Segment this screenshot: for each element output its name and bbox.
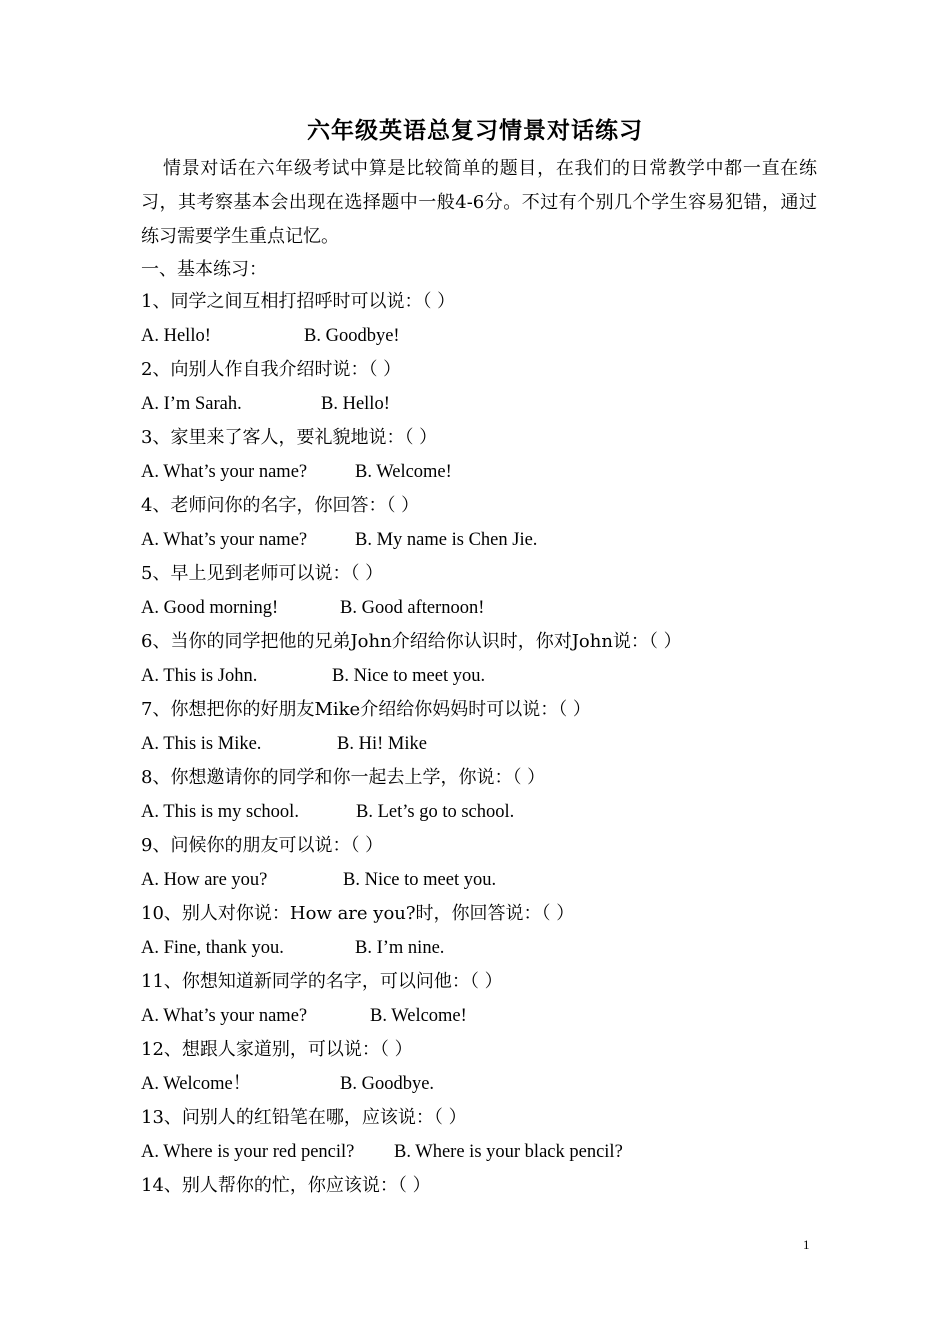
option-a: A. This is my school.	[141, 802, 299, 822]
question-10: 10、别人对你说：How are you?时，你回答说：（ ）	[141, 903, 575, 924]
option-b: B. Welcome!	[370, 1006, 467, 1026]
question-2: 2、向别人作自我介绍时说：（ ）	[141, 359, 402, 380]
options-7	[141, 727, 831, 761]
question-1: 1、同学之间互相打招呼时可以说：（ ）	[141, 291, 456, 312]
page-number: 1	[803, 1237, 810, 1252]
option-a: A. Hello!	[141, 326, 211, 346]
option-b: B. Hi! Mike	[337, 734, 427, 754]
question-13: 13、问别人的红铅笔在哪，应该说：（ ）	[141, 1107, 467, 1128]
option-b: B. Let’s go to school.	[356, 802, 515, 822]
options-3	[141, 455, 831, 489]
question-7: 7、你想把你的好朋友Mike介绍给你妈妈时可以说：（ ）	[141, 699, 591, 720]
options-8	[141, 795, 831, 829]
question-11: 11、你想知道新同学的名字，可以问他：（ ）	[141, 971, 503, 992]
question-14: 14、别人帮你的忙，你应该说：（ ）	[141, 1175, 431, 1196]
question-8: 8、你想邀请你的同学和你一起去上学，你说：（ ）	[141, 767, 546, 788]
option-b: B. Where is your black pencil?	[394, 1142, 623, 1162]
option-b: B. Goodbye.	[340, 1074, 435, 1094]
option-a: A. Where is your red pencil?	[141, 1142, 355, 1162]
option-a: A. This is Mike.	[141, 734, 262, 754]
options-4	[141, 523, 831, 557]
question-6: 6、当你的同学把他的兄弟John介绍给你认识时，你对John说：（ ）	[141, 631, 682, 652]
option-b: B. Good afternoon!	[340, 598, 485, 618]
option-b: B. Hello!	[321, 394, 390, 414]
options-1	[141, 319, 831, 353]
options-6	[141, 659, 831, 693]
page-title: 六年级英语总复习情景对话练习	[307, 117, 643, 144]
options-10	[141, 931, 831, 965]
option-b: B. Nice to meet you.	[343, 870, 497, 890]
option-a: A. What’s your name?	[141, 462, 308, 482]
option-b: B. Nice to meet you.	[332, 666, 486, 686]
options-2	[141, 387, 831, 421]
question-3: 3、家里来了客人，要礼貌地说：（ ）	[141, 427, 438, 448]
options-9	[141, 863, 831, 897]
option-a: A. This is John.	[141, 666, 258, 686]
options-5	[141, 591, 831, 625]
option-a: A. Fine, thank you.	[141, 938, 284, 958]
option-a: A. How are you?	[141, 870, 268, 890]
option-a: A. Welcome！	[141, 1074, 252, 1094]
question-list	[141, 285, 831, 1203]
options-12	[141, 1067, 831, 1101]
option-b: B. My name is Chen Jie.	[355, 530, 538, 550]
options-11	[141, 999, 831, 1033]
question-9: 9、问候你的朋友可以说：（ ）	[141, 835, 384, 856]
question-4: 4、老师问你的名字，你回答：（ ）	[141, 495, 420, 516]
intro-paragraph: 情景对话在六年级考试中算是比较简单的题目，在我们的日常教学中都一直在练习，其考察基本会出现在选择题中一般4-6分。不过有个别几个学生容易犯错，通过练习需要学生重点记忆。	[141, 158, 817, 247]
question-5: 5、早上见到老师可以说：（ ）	[141, 563, 384, 584]
option-a: A. Good morning!	[141, 598, 279, 618]
option-b: B. Welcome!	[355, 462, 452, 482]
option-a: A. What’s your name?	[141, 1006, 308, 1026]
question-12: 12、想跟人家道别，可以说：（ ）	[141, 1039, 413, 1060]
section-heading: 一、基本练习：	[141, 259, 267, 280]
option-b: B. I’m nine.	[355, 938, 445, 958]
option-a: A. I’m Sarah.	[141, 394, 242, 414]
options-13	[141, 1135, 831, 1169]
option-a: A. What’s your name?	[141, 530, 308, 550]
option-b: B. Goodbye!	[304, 326, 400, 346]
